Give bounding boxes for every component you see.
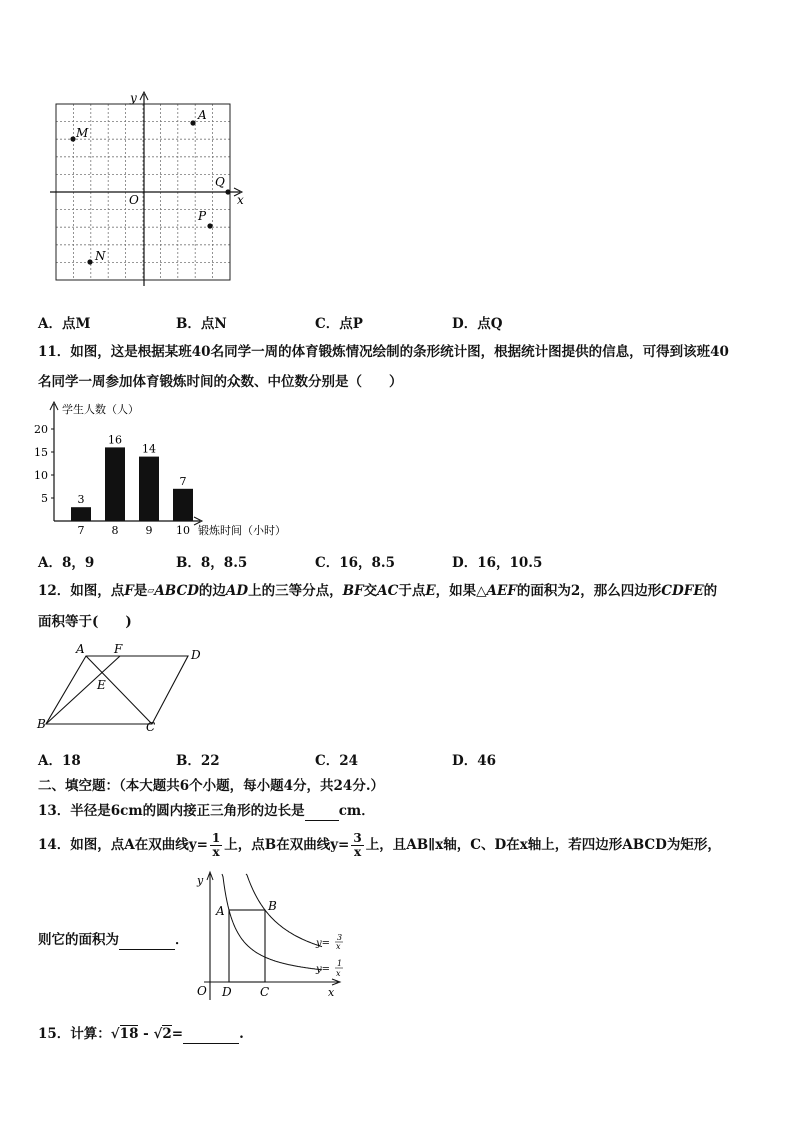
point-m	[70, 136, 75, 141]
y-tick-label-5: 5	[41, 492, 48, 505]
q14-answer-blank[interactable]	[119, 933, 175, 950]
q11-option-c[interactable]: C．16，8.5	[315, 555, 396, 571]
q14-line2: 则它的面积为 ．	[38, 932, 189, 948]
q11-option-d[interactable]: D．16，10.5	[452, 555, 543, 571]
q12-option-a[interactable]: A．18	[38, 753, 81, 769]
q15-answer-blank[interactable]	[183, 1027, 239, 1044]
x-tick-label-10: 10	[176, 524, 190, 537]
q12-line2: 面积等于( )	[38, 614, 132, 630]
label-y: y	[130, 91, 137, 105]
hyp-label-x: x	[328, 986, 335, 999]
q11-line1: 11．如图，这是根据某班40名同学一周的体育锻炼情况绘制的条形统计图，根据统计图提供的信息，可得到该班40	[38, 344, 729, 360]
q14-fraction-3-over-x: $\frac{3}{x}$	[353, 831, 362, 859]
q13: 13．半径是6cm的圆内接正三角形的边长是 cm．	[38, 803, 375, 819]
bar-value-label-8: 16	[108, 433, 122, 447]
q14-line1: 14．如图，点A在双曲线y= $\frac{1}{x}$ 上，点B在双曲线y= $\frac{3}{x}$ 上，且AB∥x轴，C、D在x轴上，若四边形ABCD为矩形，	[38, 831, 721, 859]
curve-label-1-den: x	[336, 969, 341, 978]
point-a	[190, 120, 195, 125]
label-p: P	[198, 209, 207, 223]
curve-label-3-den: x	[336, 942, 341, 951]
q12-option-d[interactable]: D．46	[452, 753, 496, 769]
q10-option-c[interactable]: C．点P	[315, 316, 363, 332]
q11-line2: 名同学一周参加体育锻炼时间的众数、中位数分别是（ ）	[38, 374, 403, 390]
section-fill-in-title: 二、填空题：（本大题共6个小题，每小题4分，共24分.）	[38, 778, 385, 794]
q10-option-d[interactable]: D．点Q	[452, 316, 503, 332]
q15: 15．计算：√18 - √2= .	[38, 1026, 244, 1042]
q12-line1: 12．如图，点F是▱ABCD的边AD上的三等分点，BF交AC于点E，如果△AEF的面积为2，那么四边形CDFE的	[38, 583, 718, 599]
hyp-label-y: y	[197, 874, 204, 887]
bar-8	[105, 447, 125, 521]
pg-label-c: C	[146, 720, 156, 734]
hyp-label-c: C	[260, 985, 270, 999]
label-origin: O	[129, 193, 139, 207]
x-tick-label-7: 7	[77, 524, 85, 537]
pg-label-d: D	[191, 648, 201, 662]
y-tick-label-10: 10	[34, 469, 48, 482]
q10-option-b[interactable]: B．点N	[176, 316, 227, 332]
coordinate-grid-figure	[40, 90, 260, 290]
pg-label-e: E	[97, 678, 106, 692]
bar-value-label-7: 3	[77, 493, 85, 507]
y-tick-label-15: 15	[34, 446, 48, 459]
bar-value-label-9: 14	[142, 442, 156, 456]
bar-9	[139, 457, 159, 521]
hyperbola-figure	[190, 868, 360, 1008]
chart-ylabel: 学生人数（人）	[62, 403, 139, 416]
sqrt-symbol-1: √	[110, 1026, 120, 1042]
label-n: N	[95, 249, 106, 263]
point-n	[87, 259, 92, 264]
parallelogram-figure	[34, 640, 214, 736]
pg-label-f: F	[114, 642, 123, 656]
hyp-label-a: A	[216, 904, 225, 918]
q11-option-b[interactable]: B．8，8.5	[176, 555, 248, 571]
chart-xlabel: 锻炼时间（小时）	[198, 524, 286, 537]
point-p	[207, 223, 212, 228]
curve-label-1-num: 1	[337, 959, 343, 968]
bar-10	[173, 489, 193, 521]
hyp-label-o: O	[197, 984, 207, 998]
hyp-label-d: D	[222, 985, 232, 999]
curve-label-3-num: 3	[337, 933, 343, 942]
sqrt-symbol-2: √	[153, 1026, 163, 1042]
label-x: x	[237, 193, 244, 207]
parallelogram-symbol: ▱	[147, 586, 155, 596]
q12-option-b[interactable]: B．22	[176, 753, 220, 769]
label-m: M	[76, 126, 89, 140]
x-tick-label-9: 9	[145, 524, 153, 537]
y-tick-label-20: 20	[34, 423, 48, 436]
bar-chart	[30, 398, 320, 543]
q14-fraction-1-over-x: $\frac{1}{x}$	[211, 831, 221, 859]
hyp-label-b: B	[268, 899, 277, 913]
curve-label-3: y=	[316, 938, 331, 949]
label-q: Q	[215, 175, 225, 189]
pg-label-b: B	[37, 717, 46, 731]
q12-option-c[interactable]: C．24	[315, 753, 359, 769]
label-a: A	[198, 108, 207, 122]
x-tick-label-8: 8	[111, 524, 119, 537]
pg-label-a: A	[76, 642, 85, 656]
bar-7	[71, 507, 91, 521]
q11-option-a[interactable]: A．8，9	[38, 555, 95, 571]
point-q	[225, 189, 230, 194]
curve-label-1: y=	[316, 964, 331, 975]
bar-value-label-10: 7	[179, 474, 187, 488]
q13-answer-blank[interactable]	[305, 804, 339, 821]
q10-option-a[interactable]: A．点M	[38, 316, 91, 332]
